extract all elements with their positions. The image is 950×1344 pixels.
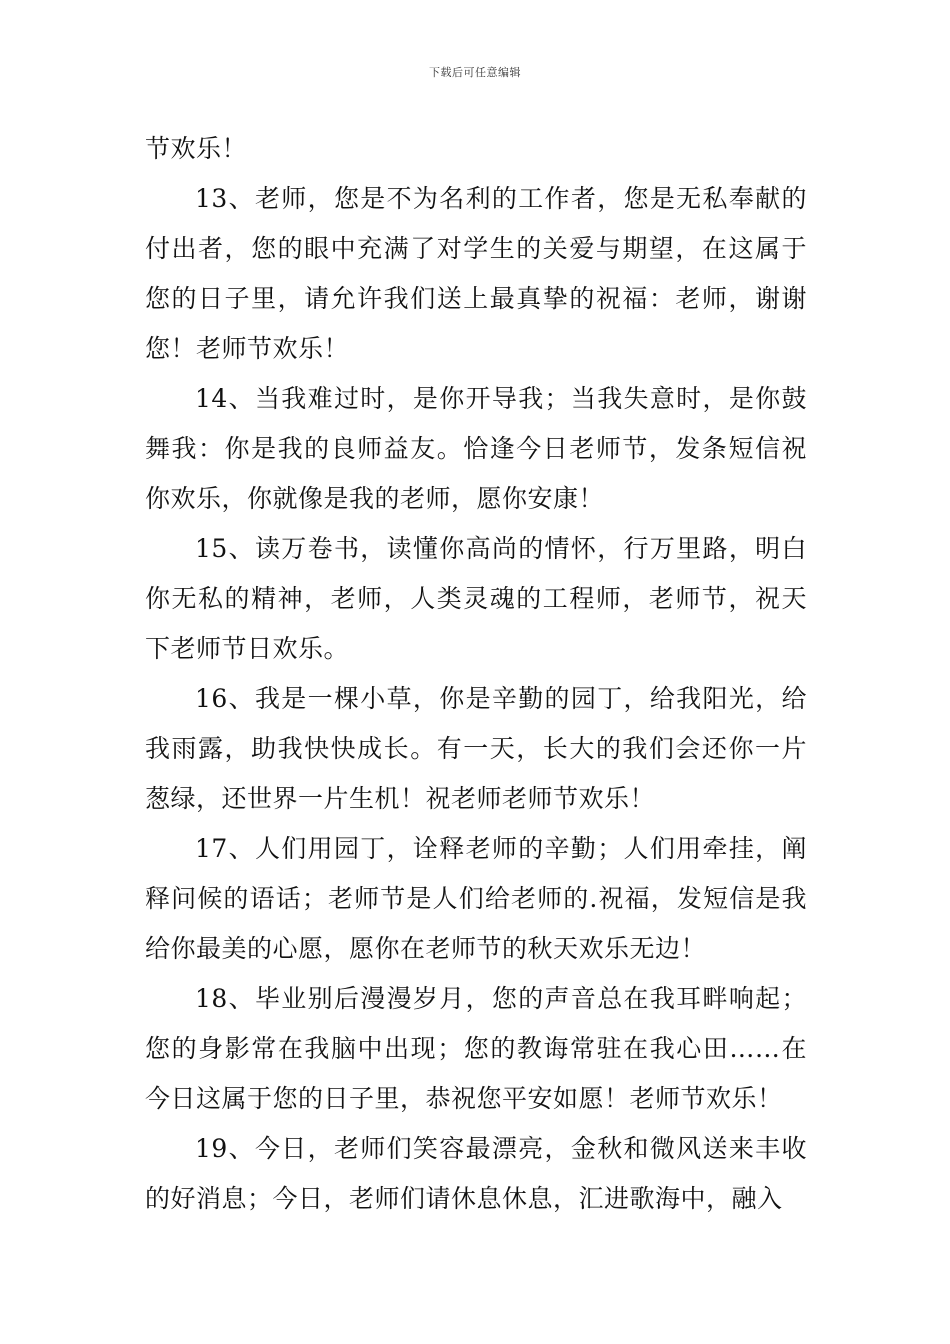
paragraph: 16、我是一棵小草，你是辛勤的园丁，给我阳光，给我雨露，助我快快成长。有一天，长大的我们会还你一片葱绿，还世界一片生机！祝老师老师节欢乐！ — [145, 684, 807, 813]
paragraph: 17、人们用园丁，诠释老师的辛勤；人们用牵挂，阐释问候的语话；老师节是人们给老师的.祝福，发短信是我给你最美的心愿，愿你在老师节的秋天欢乐无边！ — [145, 834, 807, 963]
paragraph: 节欢乐！ — [145, 134, 248, 163]
paragraph: 14、当我难过时，是你开导我；当我失意时，是你鼓舞我：你是我的良师益友。恰逢今日老师节，发条短信祝你欢乐，你就像是我的老师，愿你安康！ — [145, 384, 807, 513]
paragraph: 13、老师，您是不为名利的工作者，您是无私奉献的付出者，您的眼中充满了对学生的关爱与期望，在这属于您的日子里，请允许我们送上最真挚的祝福：老师，谢谢您！老师节欢乐！ — [145, 184, 807, 363]
document-body — [145, 124, 807, 1224]
paragraph: 15、读万卷书，读懂你高尚的情怀，行万里路，明白你无私的精神，老师，人类灵魂的工程师，老师节，祝天下老师节日欢乐。 — [145, 534, 807, 663]
page-header: 下载后可任意编辑 — [429, 66, 521, 79]
paragraph: 18、毕业别后漫漫岁月，您的声音总在我耳畔响起；您的身影常在我脑中出现；您的教诲常驻在我心田……在今日这属于您的日子里，恭祝您平安如愿！老师节欢乐！ — [145, 984, 807, 1113]
paragraph: 19、今日，老师们笑容最漂亮，金秋和微风送来丰收的好消息；今日，老师们请休息休息，汇进歌海中，融入 — [145, 1134, 807, 1213]
